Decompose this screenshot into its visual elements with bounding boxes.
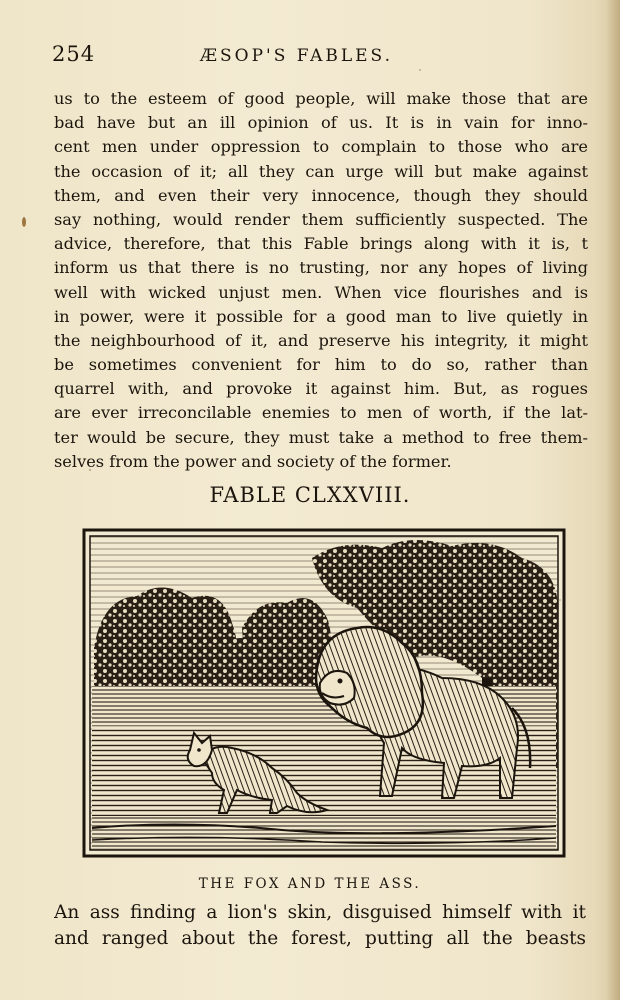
woodcut-illustration [82, 528, 566, 858]
text-line: ter would be secure, they must take a method to free them- [54, 427, 588, 447]
text-line: cent men under oppression to complain to those who are [54, 137, 588, 157]
fable-story [54, 900, 586, 952]
text-line: them, and even their very innocence, though they should [54, 185, 588, 205]
body-text [54, 87, 588, 474]
page-number: 254 [52, 42, 96, 66]
text-line: quarrel with, and provoke it against him. But, as rogues [54, 379, 588, 399]
text-line: selves from the power and society of the former. [54, 451, 452, 471]
text-line: be sometimes convenient for him to do so, rather than [54, 355, 588, 375]
page-header [52, 42, 592, 72]
text-line: us to the esteem of good people, will make those that are [54, 89, 588, 108]
text-line: bad have but an ill opinion of us. It is in vain for inno- [54, 113, 588, 133]
text-line: in power, were it possible for a good man to live quietly in [54, 306, 588, 326]
story-line: An ass finding a lion's skin, disguised himself with it [54, 902, 586, 923]
text-line: inform us that there is no trusting, nor any hopes of living [54, 258, 588, 278]
fable-caption: THE FOX AND THE ASS. [198, 876, 422, 892]
text-line: are ever irreconcilable enemies to men of worth, if the lat- [54, 403, 588, 423]
fable-title: FABLE CLXXVIII. [209, 483, 411, 507]
text-line: the neighbourhood of it, and preserve his integrity, it might [54, 330, 588, 350]
text-line: advice, therefore, that this Fable brings along with it is, t [54, 234, 588, 254]
text-line: say nothing, would render them sufficiently suspected. The [54, 209, 588, 229]
running-head: ÆSOP'S FABLES. [200, 46, 393, 66]
story-line: and ranged about the forest, putting all the beasts [54, 928, 586, 949]
text-line: well with wicked unjust men. When vice flourishes and is [54, 282, 588, 302]
text-line: the occasion of it; all they can urge will but make against [54, 161, 588, 181]
